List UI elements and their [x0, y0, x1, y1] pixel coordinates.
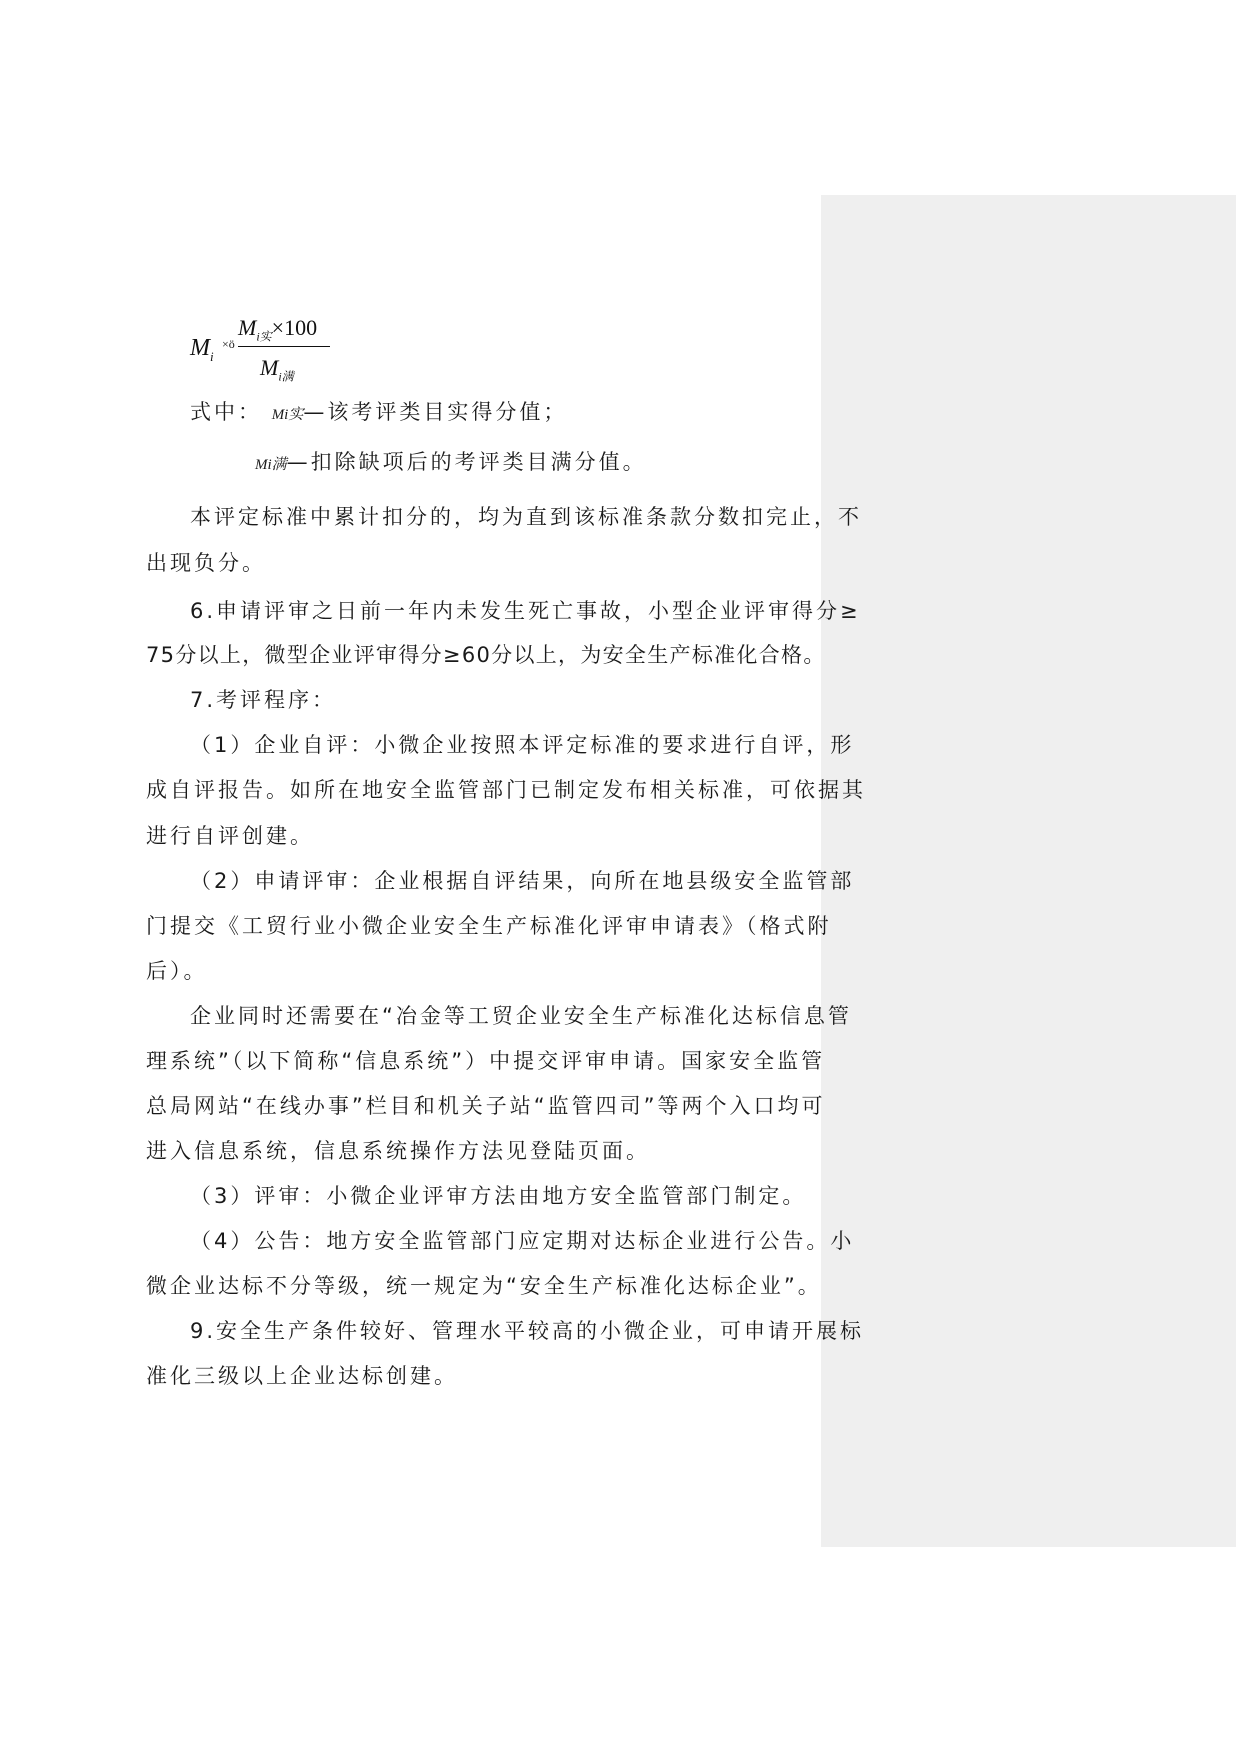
score-formula	[190, 315, 370, 390]
formula-lhs: $M_i$	[190, 335, 214, 364]
para-step-2-line-3: 后）。	[146, 959, 208, 983]
definition-var-actual: Mi实	[271, 407, 304, 423]
definition-var-full: Mi满	[255, 457, 287, 473]
para-item-9-line-1: 9.安全生产条件较好、管理水平较高的小微企业，可申请开展标	[190, 1319, 865, 1343]
definition-line-1: 式中： Mi实—该考评类目实得分值；	[190, 400, 568, 424]
para-step-1-line-3: 进行自评创建。	[146, 824, 314, 848]
para-system-line-4: 进入信息系统，信息系统操作方法见登陆页面。	[146, 1139, 650, 1163]
para-step-1-line-2: 成自评报告。如所在地安全监管部门已制定发布相关标准，可依据其	[146, 778, 866, 802]
para-step-2-line-2: 门提交《工贸行业小微企业安全生产标准化评审申请表》（格式附	[146, 914, 832, 938]
para-item-9-line-2: 准化三级以上企业达标创建。	[146, 1364, 458, 1388]
para-item-6-line-2: 75分以上，微型企业评审得分≥60分以上，为安全生产标准化合格。	[146, 643, 826, 667]
comment-margin-pane	[821, 195, 1236, 1547]
formula-fraction-bar	[238, 346, 330, 347]
para-deduction-rule-line-1: 本评定标准中累计扣分的，均为直到该标准条款分数扣完止，不	[190, 505, 862, 529]
para-system-line-3: 总局网站“在线办事”栏目和机关子站“监管四司”等两个入口均可	[146, 1094, 826, 1118]
formula-denominator: $M_{i满}$	[260, 355, 294, 384]
para-item-6-line-1: 6.申请评审之日前一年内未发生死亡事故，小型企业评审得分≥	[190, 599, 861, 623]
para-step-3: （3）评审：小微企业评审方法由地方安全监管部门制定。	[190, 1184, 807, 1208]
para-system-line-1: 企业同时还需要在“冶金等工贸企业安全生产标准化达标信息管	[190, 1004, 852, 1028]
para-step-2-line-1: （2）申请评审：企业根据自评结果，向所在地县级安全监管部	[190, 869, 855, 893]
para-step-1-line-1: （1）企业自评：小微企业按照本评定标准的要求进行自评，形	[190, 733, 855, 757]
definition-line-2: Mi满—扣除缺项后的考评类目满分值。	[255, 450, 647, 474]
formula-numerator: $M_{i实}\times 100$	[238, 315, 318, 344]
para-item-7-heading: 7.考评程序：	[190, 688, 337, 712]
para-step-4-line-2: 微企业达标不分等级，统一规定为“安全生产标准化达标企业”。	[146, 1274, 822, 1298]
para-deduction-rule-line-2: 出现负分。	[146, 551, 266, 575]
para-step-4-line-1: （4）公告：地方安全监管部门应定期对达标企业进行公告。小	[190, 1229, 855, 1253]
para-system-line-2: 理系统”（以下简称“信息系统”）中提交评审申请。国家安全监管	[146, 1049, 826, 1073]
formula-equals-glyph: ×ö	[222, 337, 235, 351]
